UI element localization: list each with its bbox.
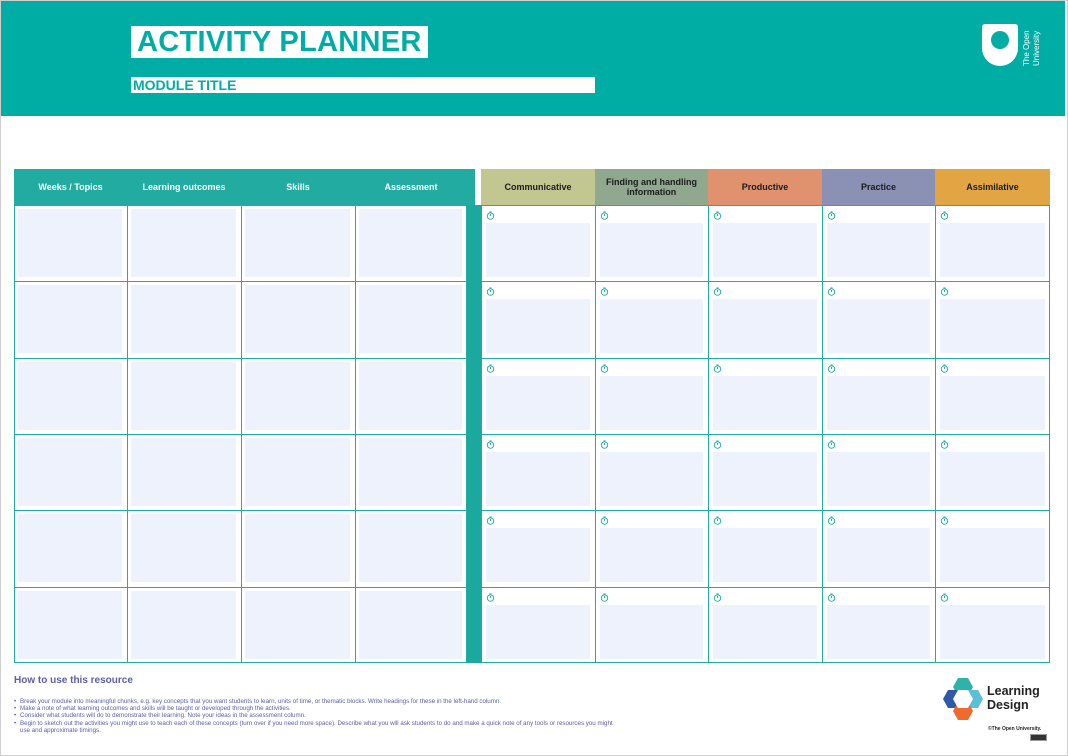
learning-design-logo bbox=[940, 676, 1050, 742]
stopwatch-icon bbox=[827, 440, 836, 449]
planner-cell[interactable] bbox=[359, 285, 462, 353]
stopwatch-icon bbox=[486, 440, 495, 449]
activity-cell[interactable] bbox=[600, 452, 703, 506]
activity-cell[interactable] bbox=[486, 452, 590, 506]
stopwatch-icon bbox=[600, 593, 609, 602]
planner-cell[interactable] bbox=[359, 514, 462, 582]
activity-cell[interactable] bbox=[486, 223, 590, 277]
activity-cell[interactable] bbox=[940, 452, 1045, 506]
ou-logo-text-2: University bbox=[1032, 30, 1041, 66]
activity-cell[interactable] bbox=[713, 299, 817, 353]
activity-cell[interactable] bbox=[486, 376, 590, 430]
planner-cell[interactable] bbox=[359, 438, 462, 506]
planner-cell[interactable] bbox=[18, 514, 122, 582]
planner-cell[interactable] bbox=[245, 362, 350, 430]
activity-cell[interactable] bbox=[827, 452, 930, 506]
activity-cell[interactable] bbox=[486, 605, 590, 659]
stopwatch-icon bbox=[827, 211, 836, 220]
header-banner bbox=[1, 1, 1065, 116]
column-header-0: Weeks / Topics bbox=[14, 169, 127, 205]
planner-cell[interactable] bbox=[245, 438, 350, 506]
planner-cell[interactable] bbox=[131, 514, 236, 582]
activity-cell[interactable] bbox=[600, 528, 703, 582]
column-header-2: Skills bbox=[241, 169, 355, 205]
planner-cell[interactable] bbox=[131, 209, 236, 277]
column-header-1: Learning outcomes bbox=[127, 169, 241, 205]
howto-item: • Begin to sketch out the activities you might use to teach each of these concepts (turn over if you need more space). Describe what you will ask students to do and make a quick note of any tools or resources you might use and approximate timings. bbox=[14, 720, 614, 734]
planner-cell[interactable] bbox=[359, 209, 462, 277]
howto-item: • Make a note of what learning outcomes and skills will be taught or developed through the activities. bbox=[14, 705, 614, 712]
activity-cell[interactable] bbox=[486, 528, 590, 582]
open-university-logo bbox=[982, 22, 1046, 70]
planner-cell[interactable] bbox=[18, 591, 122, 659]
module-title-field[interactable]: MODULE TITLE bbox=[131, 77, 595, 93]
cc-license-icon bbox=[1030, 734, 1047, 741]
activity-cell[interactable] bbox=[713, 376, 817, 430]
stopwatch-icon bbox=[486, 287, 495, 296]
planner-cell[interactable] bbox=[245, 209, 350, 277]
stopwatch-icon bbox=[713, 593, 722, 602]
planner-cell[interactable] bbox=[245, 285, 350, 353]
planner-cell[interactable] bbox=[18, 438, 122, 506]
activity-cell[interactable] bbox=[940, 376, 1045, 430]
activity-cell[interactable] bbox=[827, 223, 930, 277]
stopwatch-icon bbox=[600, 287, 609, 296]
activity-header-1: Finding and handling information bbox=[595, 169, 708, 205]
activity-cell[interactable] bbox=[827, 299, 930, 353]
activity-cell[interactable] bbox=[600, 223, 703, 277]
activity-cell[interactable] bbox=[713, 528, 817, 582]
stopwatch-icon bbox=[600, 211, 609, 220]
hexagon-logo-icon bbox=[940, 676, 986, 720]
activity-header-2: Productive bbox=[708, 169, 822, 205]
activity-cell[interactable] bbox=[713, 223, 817, 277]
stopwatch-icon bbox=[486, 593, 495, 602]
activity-cell[interactable] bbox=[713, 452, 817, 506]
stopwatch-icon bbox=[827, 516, 836, 525]
activity-cell[interactable] bbox=[600, 299, 703, 353]
stopwatch-icon bbox=[940, 440, 949, 449]
howto-item: • Consider what students will do to demonstrate their learning. Note your ideas in the assessment column. bbox=[14, 712, 614, 719]
activity-header-3: Practice bbox=[822, 169, 935, 205]
activity-header-0: Communicative bbox=[481, 169, 595, 205]
planner-cell[interactable] bbox=[359, 591, 462, 659]
stopwatch-icon bbox=[940, 287, 949, 296]
activity-cell[interactable] bbox=[600, 376, 703, 430]
activity-cell[interactable] bbox=[940, 299, 1045, 353]
activity-cell[interactable] bbox=[940, 605, 1045, 659]
planner-cell[interactable] bbox=[359, 362, 462, 430]
column-header-3: Assessment bbox=[355, 169, 467, 205]
activity-cell[interactable] bbox=[827, 376, 930, 430]
stopwatch-icon bbox=[486, 211, 495, 220]
left-planner-grid bbox=[14, 205, 467, 663]
ou-shield-icon bbox=[982, 24, 1018, 66]
activity-cell[interactable] bbox=[713, 605, 817, 659]
stopwatch-icon bbox=[940, 364, 949, 373]
planner-cell[interactable] bbox=[18, 209, 122, 277]
logo-text-learning: Learning bbox=[987, 684, 1040, 698]
stopwatch-icon bbox=[940, 516, 949, 525]
planner-cell[interactable] bbox=[18, 362, 122, 430]
planner-cell[interactable] bbox=[131, 438, 236, 506]
howto-title: How to use this resource bbox=[14, 675, 133, 686]
howto-item: • Break your module into meaningful chunks, e.g. key concepts that you want students to learn, units of time, or thematic blocks. Write headings for these in the left-hand column. bbox=[14, 698, 614, 705]
activity-cell[interactable] bbox=[940, 528, 1045, 582]
stopwatch-icon bbox=[600, 516, 609, 525]
activity-header-4: Assimilative bbox=[935, 169, 1050, 205]
stopwatch-icon bbox=[940, 593, 949, 602]
activity-planner-grid bbox=[481, 205, 1050, 663]
howto-list bbox=[14, 698, 614, 734]
stopwatch-icon bbox=[827, 593, 836, 602]
stopwatch-icon bbox=[486, 364, 495, 373]
divider-bar bbox=[467, 205, 481, 663]
stopwatch-icon bbox=[713, 516, 722, 525]
activity-cell[interactable] bbox=[827, 528, 930, 582]
activity-cell[interactable] bbox=[827, 605, 930, 659]
planner-cell[interactable] bbox=[245, 514, 350, 582]
activity-cell[interactable] bbox=[486, 299, 590, 353]
planner-cell[interactable] bbox=[131, 285, 236, 353]
stopwatch-icon bbox=[713, 364, 722, 373]
ou-logo-text-1: The Open bbox=[1022, 30, 1031, 66]
page-title: ACTIVITY PLANNER bbox=[131, 26, 428, 58]
planner-cell[interactable] bbox=[245, 591, 350, 659]
logo-text-design: Design bbox=[987, 698, 1029, 712]
activity-cell[interactable] bbox=[600, 605, 703, 659]
planner-cell[interactable] bbox=[131, 591, 236, 659]
planner-cell[interactable] bbox=[18, 285, 122, 353]
stopwatch-icon bbox=[600, 364, 609, 373]
stopwatch-icon bbox=[486, 516, 495, 525]
copyright-text: ©The Open University. bbox=[988, 726, 1042, 732]
stopwatch-icon bbox=[713, 211, 722, 220]
stopwatch-icon bbox=[713, 287, 722, 296]
stopwatch-icon bbox=[940, 211, 949, 220]
stopwatch-icon bbox=[600, 440, 609, 449]
activity-cell[interactable] bbox=[940, 223, 1045, 277]
stopwatch-icon bbox=[713, 440, 722, 449]
stopwatch-icon bbox=[827, 364, 836, 373]
stopwatch-icon bbox=[827, 287, 836, 296]
planner-cell[interactable] bbox=[131, 362, 236, 430]
